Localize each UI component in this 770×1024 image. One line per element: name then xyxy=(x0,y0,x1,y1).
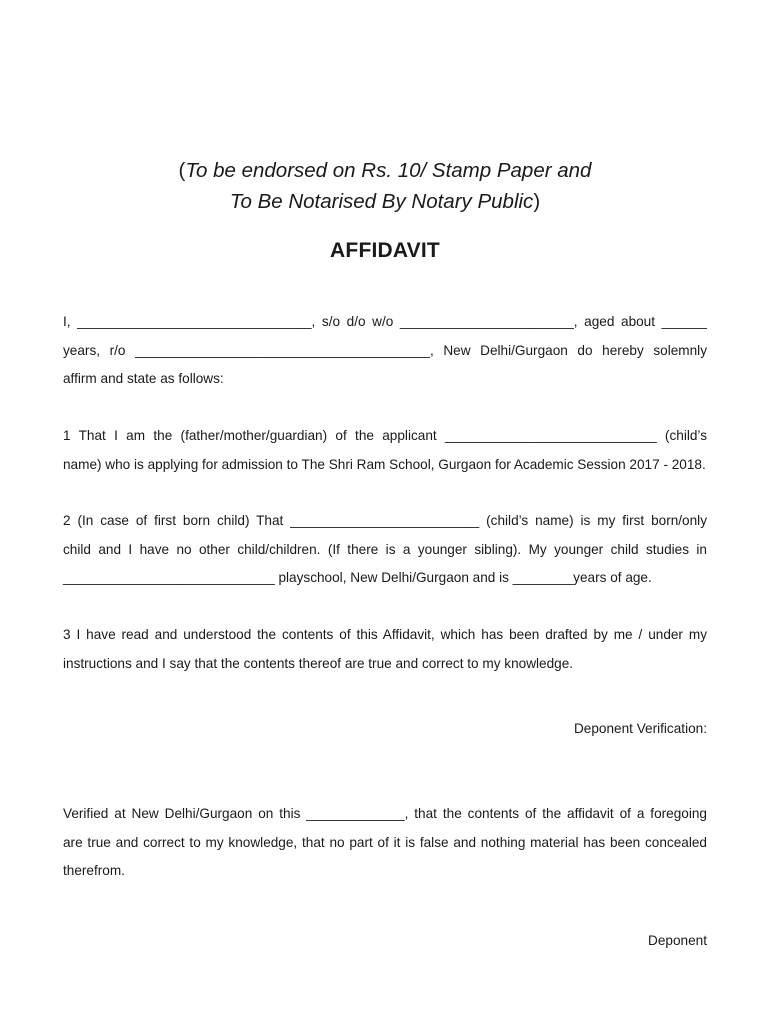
note-line-2: To Be Notarised By Notary Public) xyxy=(229,190,541,213)
deponent-verification-heading: Deponent Verification: xyxy=(573,721,707,736)
deponent-signature-label: Deponent xyxy=(648,933,707,948)
stamp-paper-note xyxy=(0,155,770,217)
document-title: AFFIDAVIT xyxy=(330,239,440,262)
clause-3-paragraph xyxy=(63,621,707,678)
clause-3-line-1: 3 I have read and understood the contents of this Affidavit, which has been drafted by me / under my xyxy=(63,627,707,642)
intro-line-3: affirm and state as follows: xyxy=(63,371,224,386)
clause-2-paragraph xyxy=(63,507,707,593)
verification-paragraph xyxy=(63,800,707,886)
verification-line-2: are true and correct to my knowledge, that no part of it is false and nothing material has been concealed xyxy=(63,834,707,850)
clause-1-line-2: name) who is applying for admission to The Shri Ram School, Gurgaon for Academic Session 2017 - 2018. xyxy=(63,456,706,472)
clause-2-line-1: 2 (In case of first born child) That _________________________ (child’s name) is my first born/only xyxy=(63,513,707,528)
verification-line-3: therefrom. xyxy=(63,863,125,878)
intro-line-2: years, r/o _______________________________________, New Delhi/Gurgaon do hereby solemnly xyxy=(63,342,707,358)
note-line-1: (To be endorsed on Rs. 10/ Stamp Paper and xyxy=(178,159,592,182)
intro-paragraph xyxy=(63,308,707,394)
clause-2-line-2: child and I have no other child/children. (If there is a younger sibling). My younger child studies in xyxy=(63,541,707,557)
intro-line-1: I, _______________________________, s/o d/o w/o _______________________, aged about ______ xyxy=(63,314,707,329)
clause-2-line-3: ____________________________ playschool, New Delhi/Gurgaon and is ________years of age. xyxy=(63,570,652,585)
clause-1-line-1: 1 That I am the (father/mother/guardian) of the applicant ____________________________ (child’s xyxy=(63,428,707,443)
clause-1-paragraph xyxy=(63,422,707,479)
verification-line-1: Verified at New Delhi/Gurgaon on this _____________, that the contents of the affidavit of a foregoing xyxy=(63,806,707,821)
clause-3-line-2: instructions and I say that the contents thereof are true and correct to my knowledge. xyxy=(63,655,574,671)
